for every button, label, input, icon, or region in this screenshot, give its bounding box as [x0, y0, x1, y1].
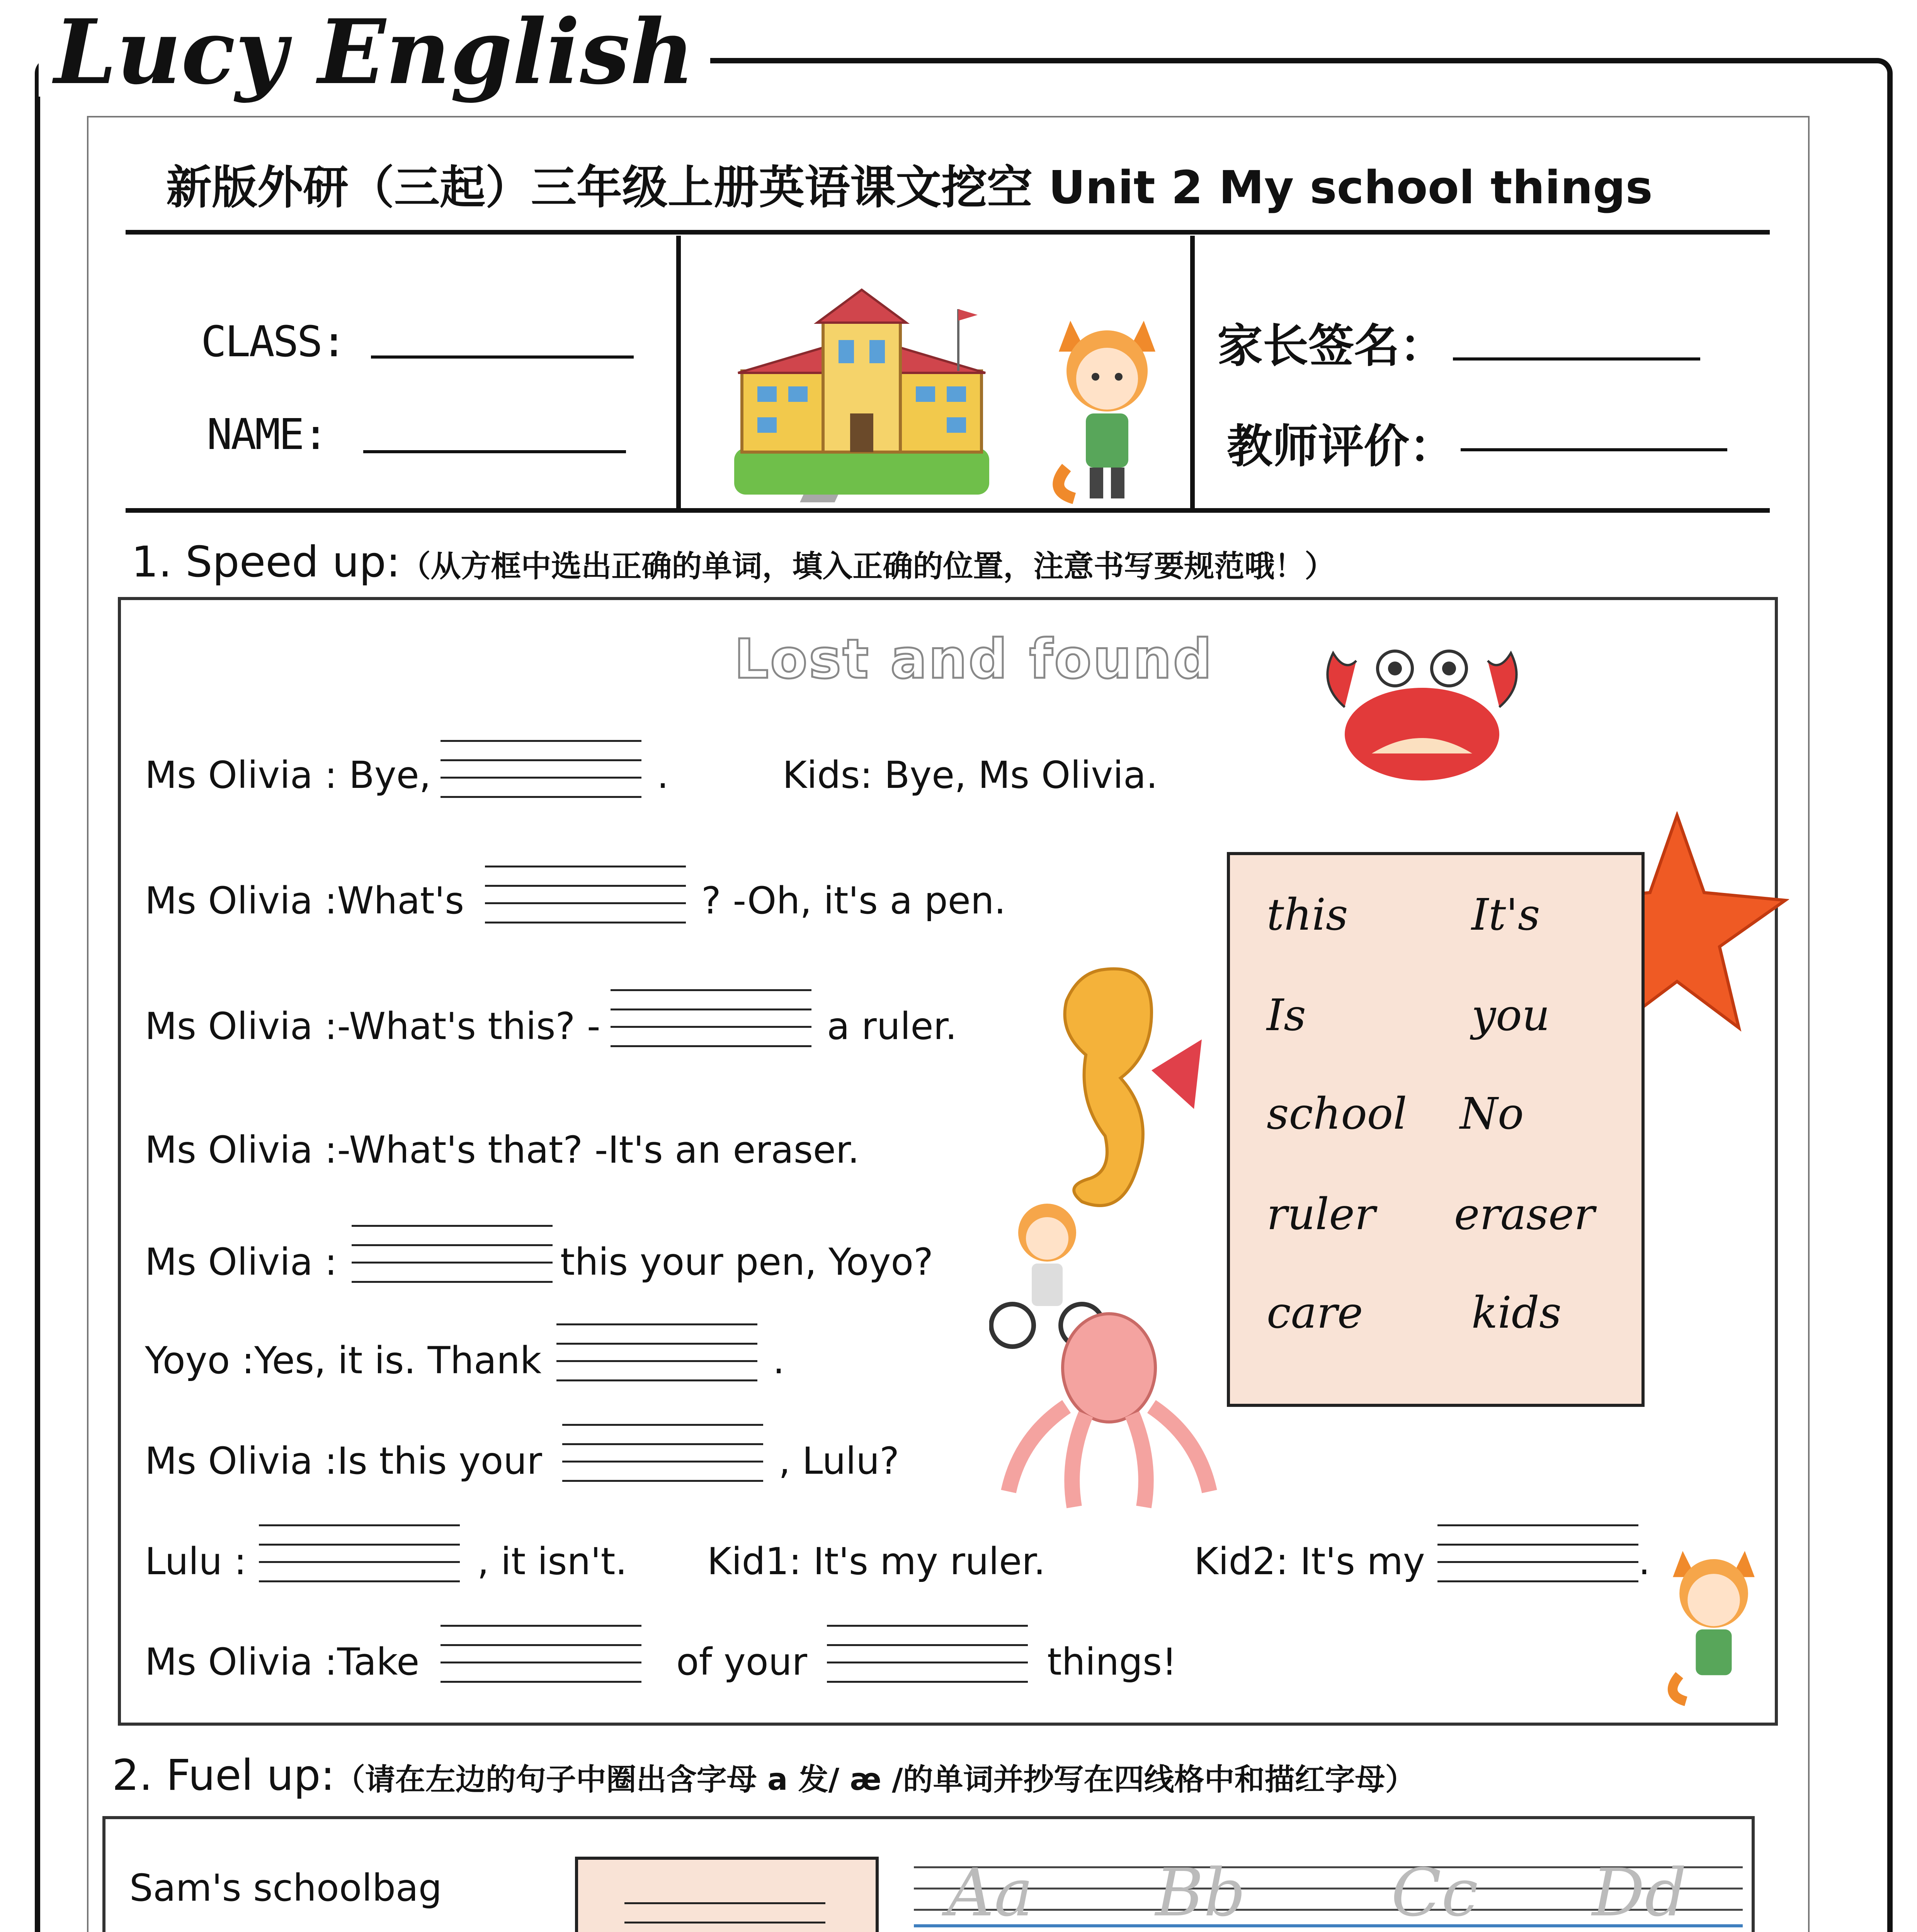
word-bank-item[interactable]: care — [1267, 1288, 1363, 1338]
brand-logo-top: Lucy English — [39, 8, 710, 97]
word-bank-item[interactable]: this — [1267, 890, 1348, 940]
word-bank-item[interactable]: It's — [1471, 890, 1540, 940]
name-field[interactable] — [363, 450, 626, 453]
header-divider-bottom — [126, 508, 1770, 513]
section2-title: 2. Fuel up: — [112, 1750, 335, 1800]
sentence-1-part-c: Kids: Bye, Ms Olivia. — [782, 753, 1158, 797]
sentence-6-part-b: . — [773, 1339, 785, 1382]
class-field[interactable] — [371, 355, 634, 359]
word-bank-box — [1227, 852, 1645, 1407]
sentence-1-part-a: Ms Olivia : Bye, — [145, 753, 431, 797]
school-building-illustration — [734, 286, 989, 502]
copy-writing-box[interactable] — [575, 1857, 879, 1932]
section2-instruction: （请在左边的句子中圈出含字母 a 发/ æ /的单词并抄写在四线格中和描红字母） — [335, 1762, 1415, 1797]
word-bank-item[interactable]: school — [1267, 1089, 1407, 1139]
word-bank-item[interactable]: ruler — [1267, 1189, 1376, 1240]
fuel-sentence[interactable]: Sam's schoolbag — [129, 1866, 442, 1910]
sentence-3-part-b: a ruler. — [827, 1005, 957, 1048]
teacher-evaluation-label: 教师评价： — [1227, 420, 1455, 473]
sentence-1-part-b: . — [657, 753, 669, 797]
section1-instruction: （从方框中选出正确的单词，填入正确的位置，注意书写要规范哦！） — [400, 549, 1335, 584]
fox-character-icon — [1043, 305, 1171, 506]
word-bank-item[interactable]: Is — [1267, 990, 1306, 1041]
sentence-7-part-a: Ms Olivia :Is this your — [145, 1439, 542, 1483]
answer-blank-9[interactable] — [441, 1625, 641, 1687]
word-bank-item[interactable]: you — [1471, 990, 1550, 1041]
sentence-9-part-c: things! — [1047, 1640, 1177, 1684]
answer-blank-1[interactable] — [441, 740, 641, 802]
page-title: 新版外研（三起）三年级上册英语课文挖空 Unit 2 My school things — [166, 161, 1653, 214]
sentence-8-part-b: , it isn't. — [477, 1540, 627, 1583]
story-title: Lost and found — [734, 628, 1214, 691]
trace-letter[interactable]: Cc — [1391, 1855, 1478, 1931]
sentence-5-part-a: Ms Olivia : — [145, 1240, 337, 1284]
trace-letter[interactable]: Dd — [1592, 1855, 1687, 1931]
sentence-8-part-a: Lulu : — [145, 1540, 247, 1583]
answer-blank-6[interactable] — [562, 1424, 763, 1486]
seahorse-illustration — [1024, 954, 1209, 1233]
name-label: NAME: — [207, 410, 327, 459]
writing-lines[interactable] — [624, 1902, 825, 1932]
sentence-8-part-e: . — [1638, 1540, 1650, 1583]
answer-blank-2[interactable] — [485, 866, 686, 927]
sentence-9-part-b: of your — [676, 1640, 807, 1684]
section1-heading — [131, 537, 1335, 587]
header-column-divider-2 — [1190, 236, 1195, 510]
trace-letter[interactable]: Bb — [1155, 1855, 1246, 1931]
teacher-evaluation-field[interactable] — [1461, 448, 1727, 451]
answer-blank-3[interactable] — [611, 989, 811, 1051]
answer-blank-5[interactable] — [556, 1323, 757, 1385]
parent-signature-label: 家长签名： — [1217, 319, 1446, 372]
sentence-5-part-b: this your pen, Yoyo? — [560, 1240, 934, 1284]
sentence-2-part-b: ? -Oh, it's a pen. — [701, 879, 1006, 922]
section2-heading — [112, 1750, 1415, 1800]
sentence-4: Ms Olivia :-What's that? -It's an eraser. — [145, 1128, 860, 1172]
parent-signature-field[interactable] — [1453, 357, 1700, 361]
answer-blank-8[interactable] — [1437, 1524, 1638, 1586]
header-divider-top — [126, 230, 1770, 235]
answer-blank-10[interactable] — [827, 1625, 1028, 1687]
trace-letter[interactable]: Aa — [947, 1855, 1034, 1931]
answer-blank-7[interactable] — [259, 1524, 460, 1586]
header-column-divider-1 — [676, 236, 681, 510]
word-bank-item[interactable]: eraser — [1454, 1189, 1595, 1240]
word-bank-item[interactable]: No — [1460, 1089, 1524, 1139]
class-label: CLASS: — [201, 317, 345, 366]
sentence-3-part-a: Ms Olivia :-What's this? - — [145, 1005, 600, 1048]
sentence-8-part-c: Kid1: It's my ruler. — [707, 1540, 1046, 1583]
crab-illustration — [1310, 638, 1534, 784]
sentence-7-part-b: , Lulu? — [779, 1439, 900, 1483]
section1-title: 1. Speed up: — [131, 537, 401, 587]
sentence-8-part-d: Kid2: It's my — [1194, 1540, 1425, 1583]
answer-blank-4[interactable] — [352, 1225, 553, 1287]
octopus-illustration — [997, 1306, 1221, 1511]
sentence-6-part-a: Yoyo :Yes, it is. Thank — [145, 1339, 542, 1382]
fox-character-small-icon — [1658, 1538, 1770, 1708]
word-bank-item[interactable]: kids — [1471, 1288, 1561, 1338]
sentence-2-part-a: Ms Olivia :What's — [145, 879, 464, 922]
sentence-9-part-a: Ms Olivia :Take — [145, 1640, 420, 1684]
